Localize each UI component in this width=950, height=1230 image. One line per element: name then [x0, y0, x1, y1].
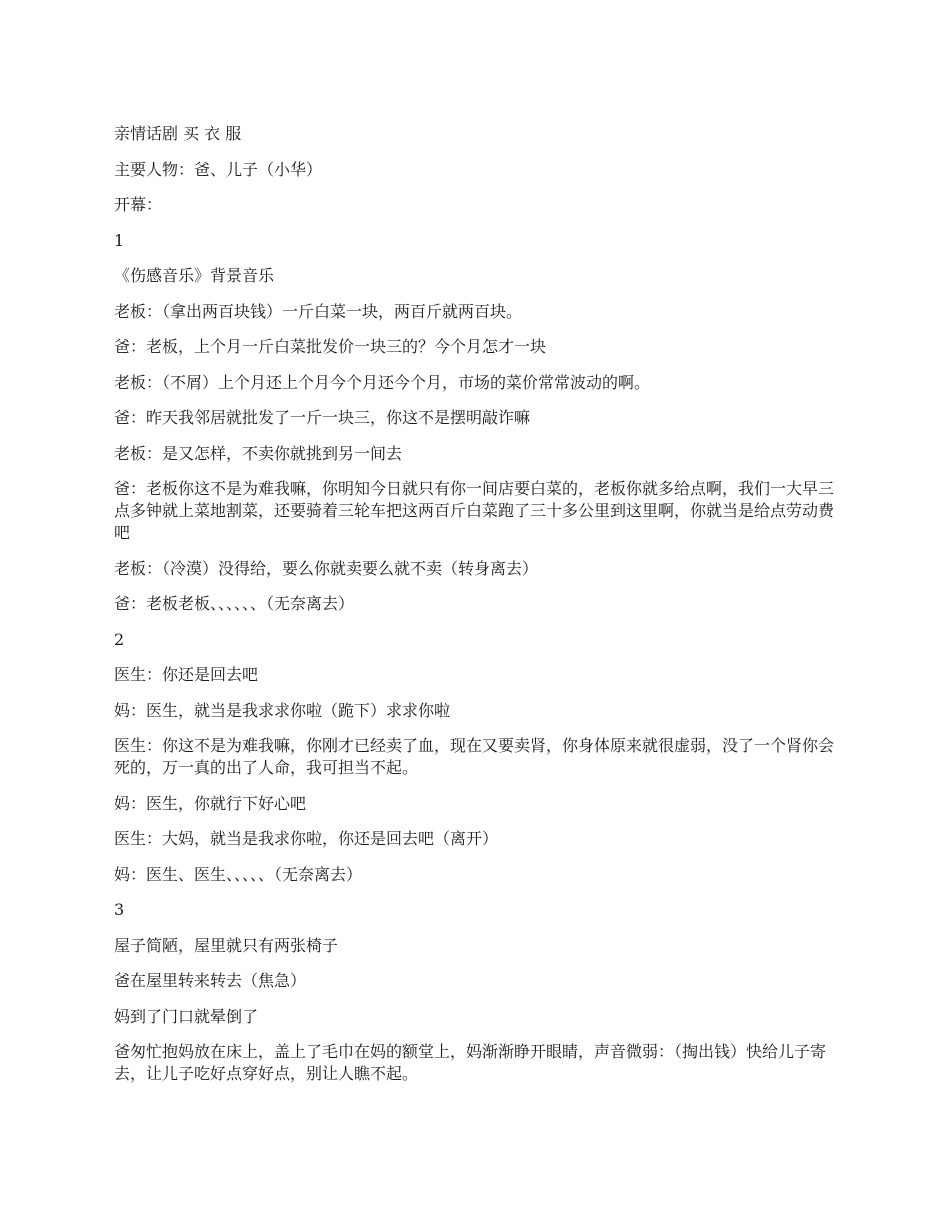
dialogue-line: 老板：（不屑）上个月还上个月今个月还今个月，市场的菜价常常波动的啊。 — [114, 372, 651, 392]
dialogue-line: 医生：大妈，就当是我求你啦，你还是回去吧（离开） — [114, 829, 499, 848]
dialogue-line: 医生：你这不是为难我嘛，你刚才已经卖了血，现在又要卖肾，你身体原来就很虚弱，没了一个肾你会死的，万一真的出了人命，我可担当不起。 — [114, 736, 835, 777]
document-title: 亲情话剧 买 衣 服 — [114, 124, 242, 143]
dialogue-line: 爸：老板老板、、、、、、（无奈离去） — [114, 594, 355, 613]
dialogue-line: 老板：（冷漠）没得给，要么你就卖要么就不卖（转身离去） — [114, 558, 539, 578]
stage-direction: 妈到了门口就晕倒了 — [114, 1006, 259, 1026]
scene-number: 1 — [114, 230, 125, 250]
dialogue-line: 老板：是又怎样，不卖你就挑到另一间去 — [114, 443, 403, 463]
dialogue-line: 爸：昨天我邻居就批发了一斤一块三，你这不是摆明敲诈嘛 — [114, 408, 531, 427]
characters-line: 主要人物：爸、儿子（小华） — [114, 159, 323, 179]
scene-number: 3 — [114, 900, 125, 919]
dialogue-line: 老板：（拿出两百块钱）一斤白菜一块，两百斤就两百块。 — [114, 301, 523, 321]
dialogue-line: 妈：医生，你就行下好心吧 — [114, 793, 307, 813]
dialogue-line: 医生：你还是回去吧 — [114, 665, 259, 684]
dialogue-line: 妈：医生、医生、、、、、（无奈离去） — [114, 864, 363, 884]
stage-direction: 《伤感音乐》背景音乐 — [114, 266, 275, 285]
document-page — [114, 123, 844, 1099]
stage-direction: 屋子简陋，屋里就只有两张椅子 — [114, 935, 339, 955]
dialogue-line: 妈：医生，就当是我求求你啦（跪下）求求你啦 — [114, 700, 451, 720]
stage-direction: 爸在屋里转来转去（焦急） — [114, 971, 307, 990]
dialogue-line: 爸：老板你这不是为难我嘛，你明知今日就只有你一间店要白菜的，老板你就多给点啊，我们一大早三点多钟就上菜地割菜，还要骑着三轮车把这两百斤白菜跑了三十多公里到这里啊，你就当是给点劳动费吧 — [114, 479, 835, 542]
opening-line: 开幕： — [114, 195, 163, 214]
scene-number: 2 — [114, 629, 125, 649]
stage-direction: 爸匆忙抱妈放在床上，盖上了毛巾在妈的额堂上，妈渐渐睁开眼睛，声音微弱：（掏出钱）快给儿子寄去，让儿子吃好点穿好点，别让人瞧不起。 — [114, 1042, 827, 1083]
dialogue-line: 爸：老板，上个月一斤白菜批发价一块三的？今个月怎才一块 — [114, 337, 547, 356]
